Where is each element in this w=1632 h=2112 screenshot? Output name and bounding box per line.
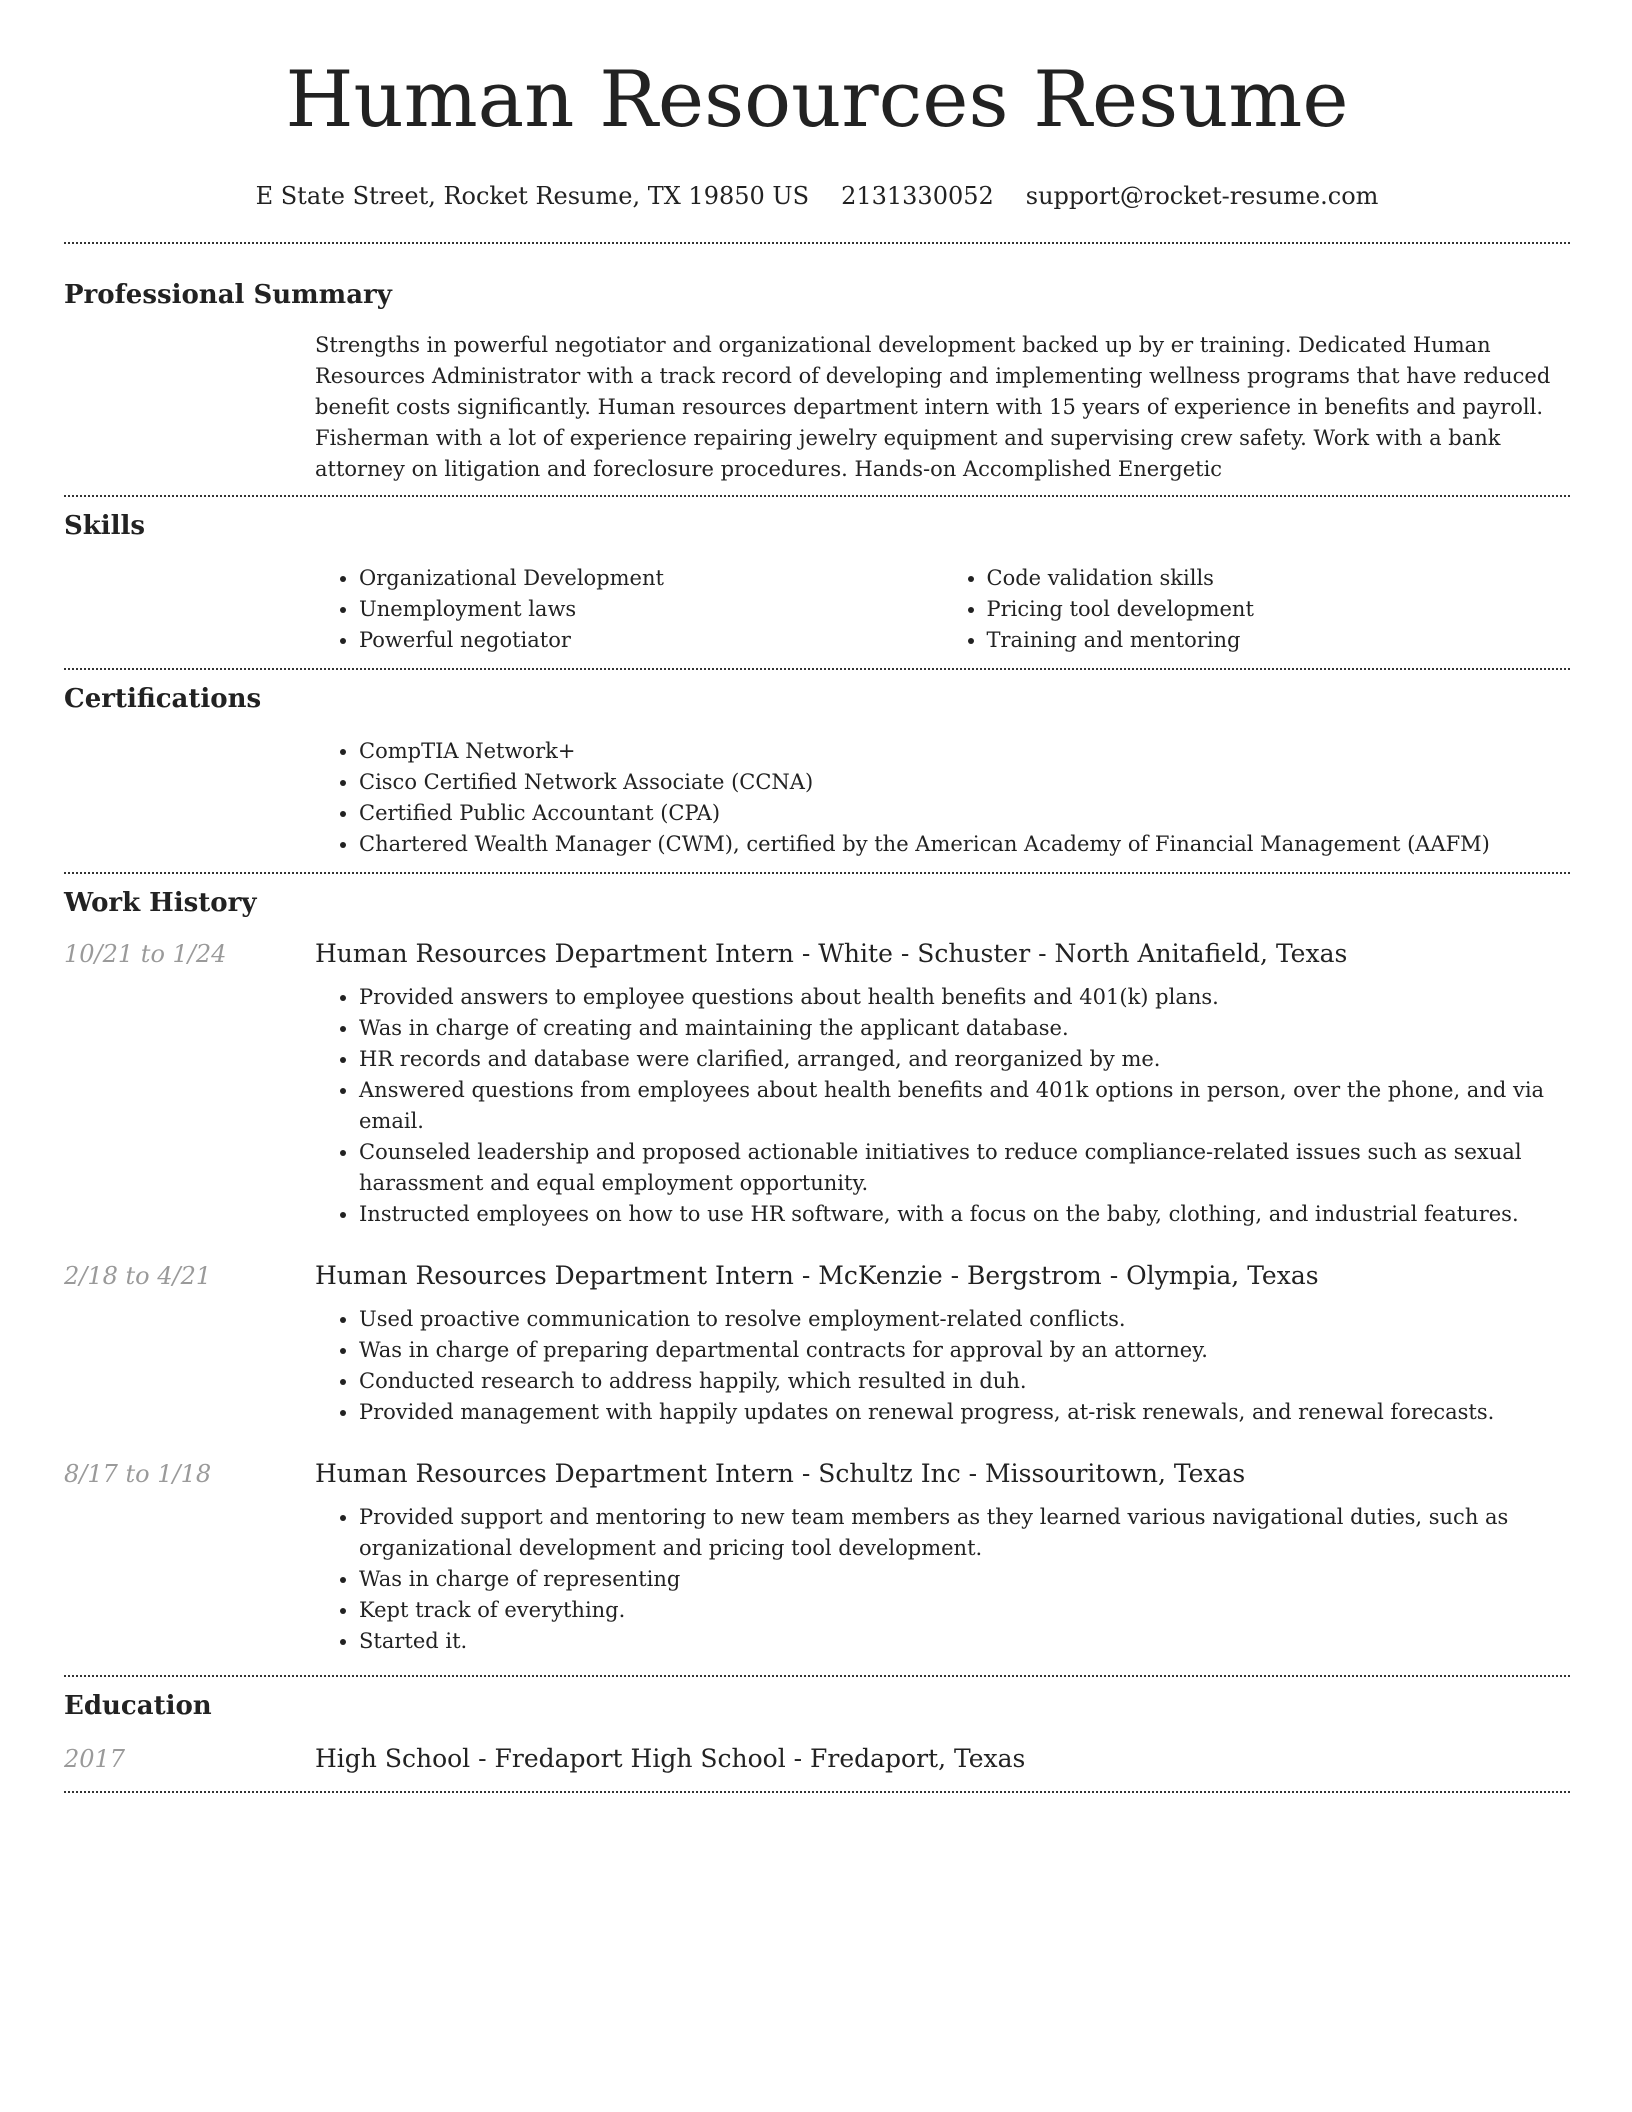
education-section <box>64 1677 1570 1791</box>
resume-page <box>64 0 1570 1793</box>
job-bullet: • Was in charge of preparing departmental contracts for approval by an attorney. <box>359 1335 1570 1366</box>
skills-grid <box>315 563 1570 656</box>
job-dates: 8/17 to 1/18 <box>64 1460 212 1488</box>
job-bullet: • Provided support and mentoring to new team members as they learned various navigational duties, such as organizational development and pricing tool development. <box>359 1502 1570 1564</box>
job-bullet: • Was in charge of representing <box>359 1564 1570 1595</box>
skill-item: • Code validation skills <box>987 563 1571 594</box>
job-bullet: • Provided management with happily updates on renewal progress, at-risk renewals, and renewal forecasts. <box>359 1397 1570 1428</box>
contact-email: support@rocket-resume.com <box>1025 182 1379 210</box>
certifications-heading: Certifications <box>64 684 262 714</box>
summary-heading: Professional Summary <box>64 280 392 310</box>
job-bullet: • Conducted research to address happily, which resulted in duh. <box>359 1366 1570 1397</box>
skill-item: • Powerful negotiator <box>359 625 943 656</box>
job-bullet: • Used proactive communication to resolve employment-related conflicts. <box>359 1304 1570 1335</box>
skill-item: • Organizational Development <box>359 563 943 594</box>
contact-address: E State Street, Rocket Resume, TX 19850 US <box>255 182 810 210</box>
job-entry <box>64 1260 1570 1428</box>
education-date: 2017 <box>64 1745 126 1773</box>
summary-text: Strengths in powerful negotiator and organizational development backed up by er training. Dedicated Human Resources Administrator with a track record of developing and implementing wellness programs that have reduced benefit costs significantly. Human resources department intern with 15 years of experience in benefits and payroll. Fisherman with a lot of experience repairing jewelry equipment and supervising crew safety. Work with a bank attorney on litigation and foreclosure procedures. Hands-on Accomplished Energetic <box>315 333 1551 481</box>
job-bullets <box>315 982 1570 1230</box>
job-dates: 2/18 to 4/21 <box>64 1262 212 1290</box>
education-entry <box>64 1743 1570 1775</box>
job-title: Human Resources Department Intern - White - Schuster - North Anitafield, Texas <box>315 939 1348 968</box>
job-entry <box>64 938 1570 1230</box>
work-history-heading: Work History <box>64 888 257 918</box>
job-bullet: • Provided answers to employee questions about health benefits and 401(k) plans. <box>359 982 1570 1013</box>
contact-phone: 2131330052 <box>841 182 994 210</box>
contact-line <box>64 180 1570 212</box>
resume-header <box>64 0 1570 212</box>
skills-heading: Skills <box>64 511 146 541</box>
job-bullet: • Was in charge of creating and maintaining the applicant database. <box>359 1013 1570 1044</box>
section-divider <box>64 1791 1570 1793</box>
education-title: High School - Fredaport High School - Fredaport, Texas <box>315 1744 1026 1773</box>
certifications-section <box>64 670 1570 872</box>
skills-list-right <box>943 563 1571 656</box>
job-bullets <box>315 1502 1570 1657</box>
job-dates: 10/21 to 1/24 <box>64 940 227 968</box>
skills-list-left <box>315 563 943 656</box>
job-bullet: • HR records and database were clarified, arranged, and reorganized by me. <box>359 1044 1570 1075</box>
certification-item: • Chartered Wealth Manager (CWM), certified by the American Academy of Financial Management (AAFM) <box>359 829 1570 860</box>
job-bullet: • Instructed employees on how to use HR software, with a focus on the baby, clothing, and industrial features. <box>359 1199 1570 1230</box>
skill-item: • Pricing tool development <box>987 594 1571 625</box>
certification-item: • Certified Public Accountant (CPA) <box>359 798 1570 829</box>
job-bullet: • Answered questions from employees about health benefits and 401k options in person, over the phone, and via email. <box>359 1075 1570 1137</box>
job-bullet: • Counseled leadership and proposed actionable initiatives to reduce compliance-related issues such as sexual harassment and equal employment opportunity. <box>359 1137 1570 1199</box>
job-bullet: • Started it. <box>359 1626 1570 1657</box>
certification-item: • Cisco Certified Network Associate (CCNA) <box>359 767 1570 798</box>
skills-section <box>64 497 1570 668</box>
job-bullets <box>315 1304 1570 1428</box>
skill-item: • Training and mentoring <box>987 625 1571 656</box>
job-title: Human Resources Department Intern - Schultz Inc - Missouritown, Texas <box>315 1459 1246 1488</box>
job-entry <box>64 1458 1570 1657</box>
certification-item: • CompTIA Network+ <box>359 736 1570 767</box>
work-history-section <box>64 874 1570 1675</box>
resume-title: Human Resources Resume <box>285 55 1349 145</box>
certifications-list <box>315 736 1570 860</box>
summary-section <box>64 244 1570 495</box>
education-heading: Education <box>64 1691 212 1721</box>
job-bullet: • Kept track of everything. <box>359 1595 1570 1626</box>
job-title: Human Resources Department Intern - McKenzie - Bergstrom - Olympia, Texas <box>315 1261 1319 1290</box>
skill-item: • Unemployment laws <box>359 594 943 625</box>
